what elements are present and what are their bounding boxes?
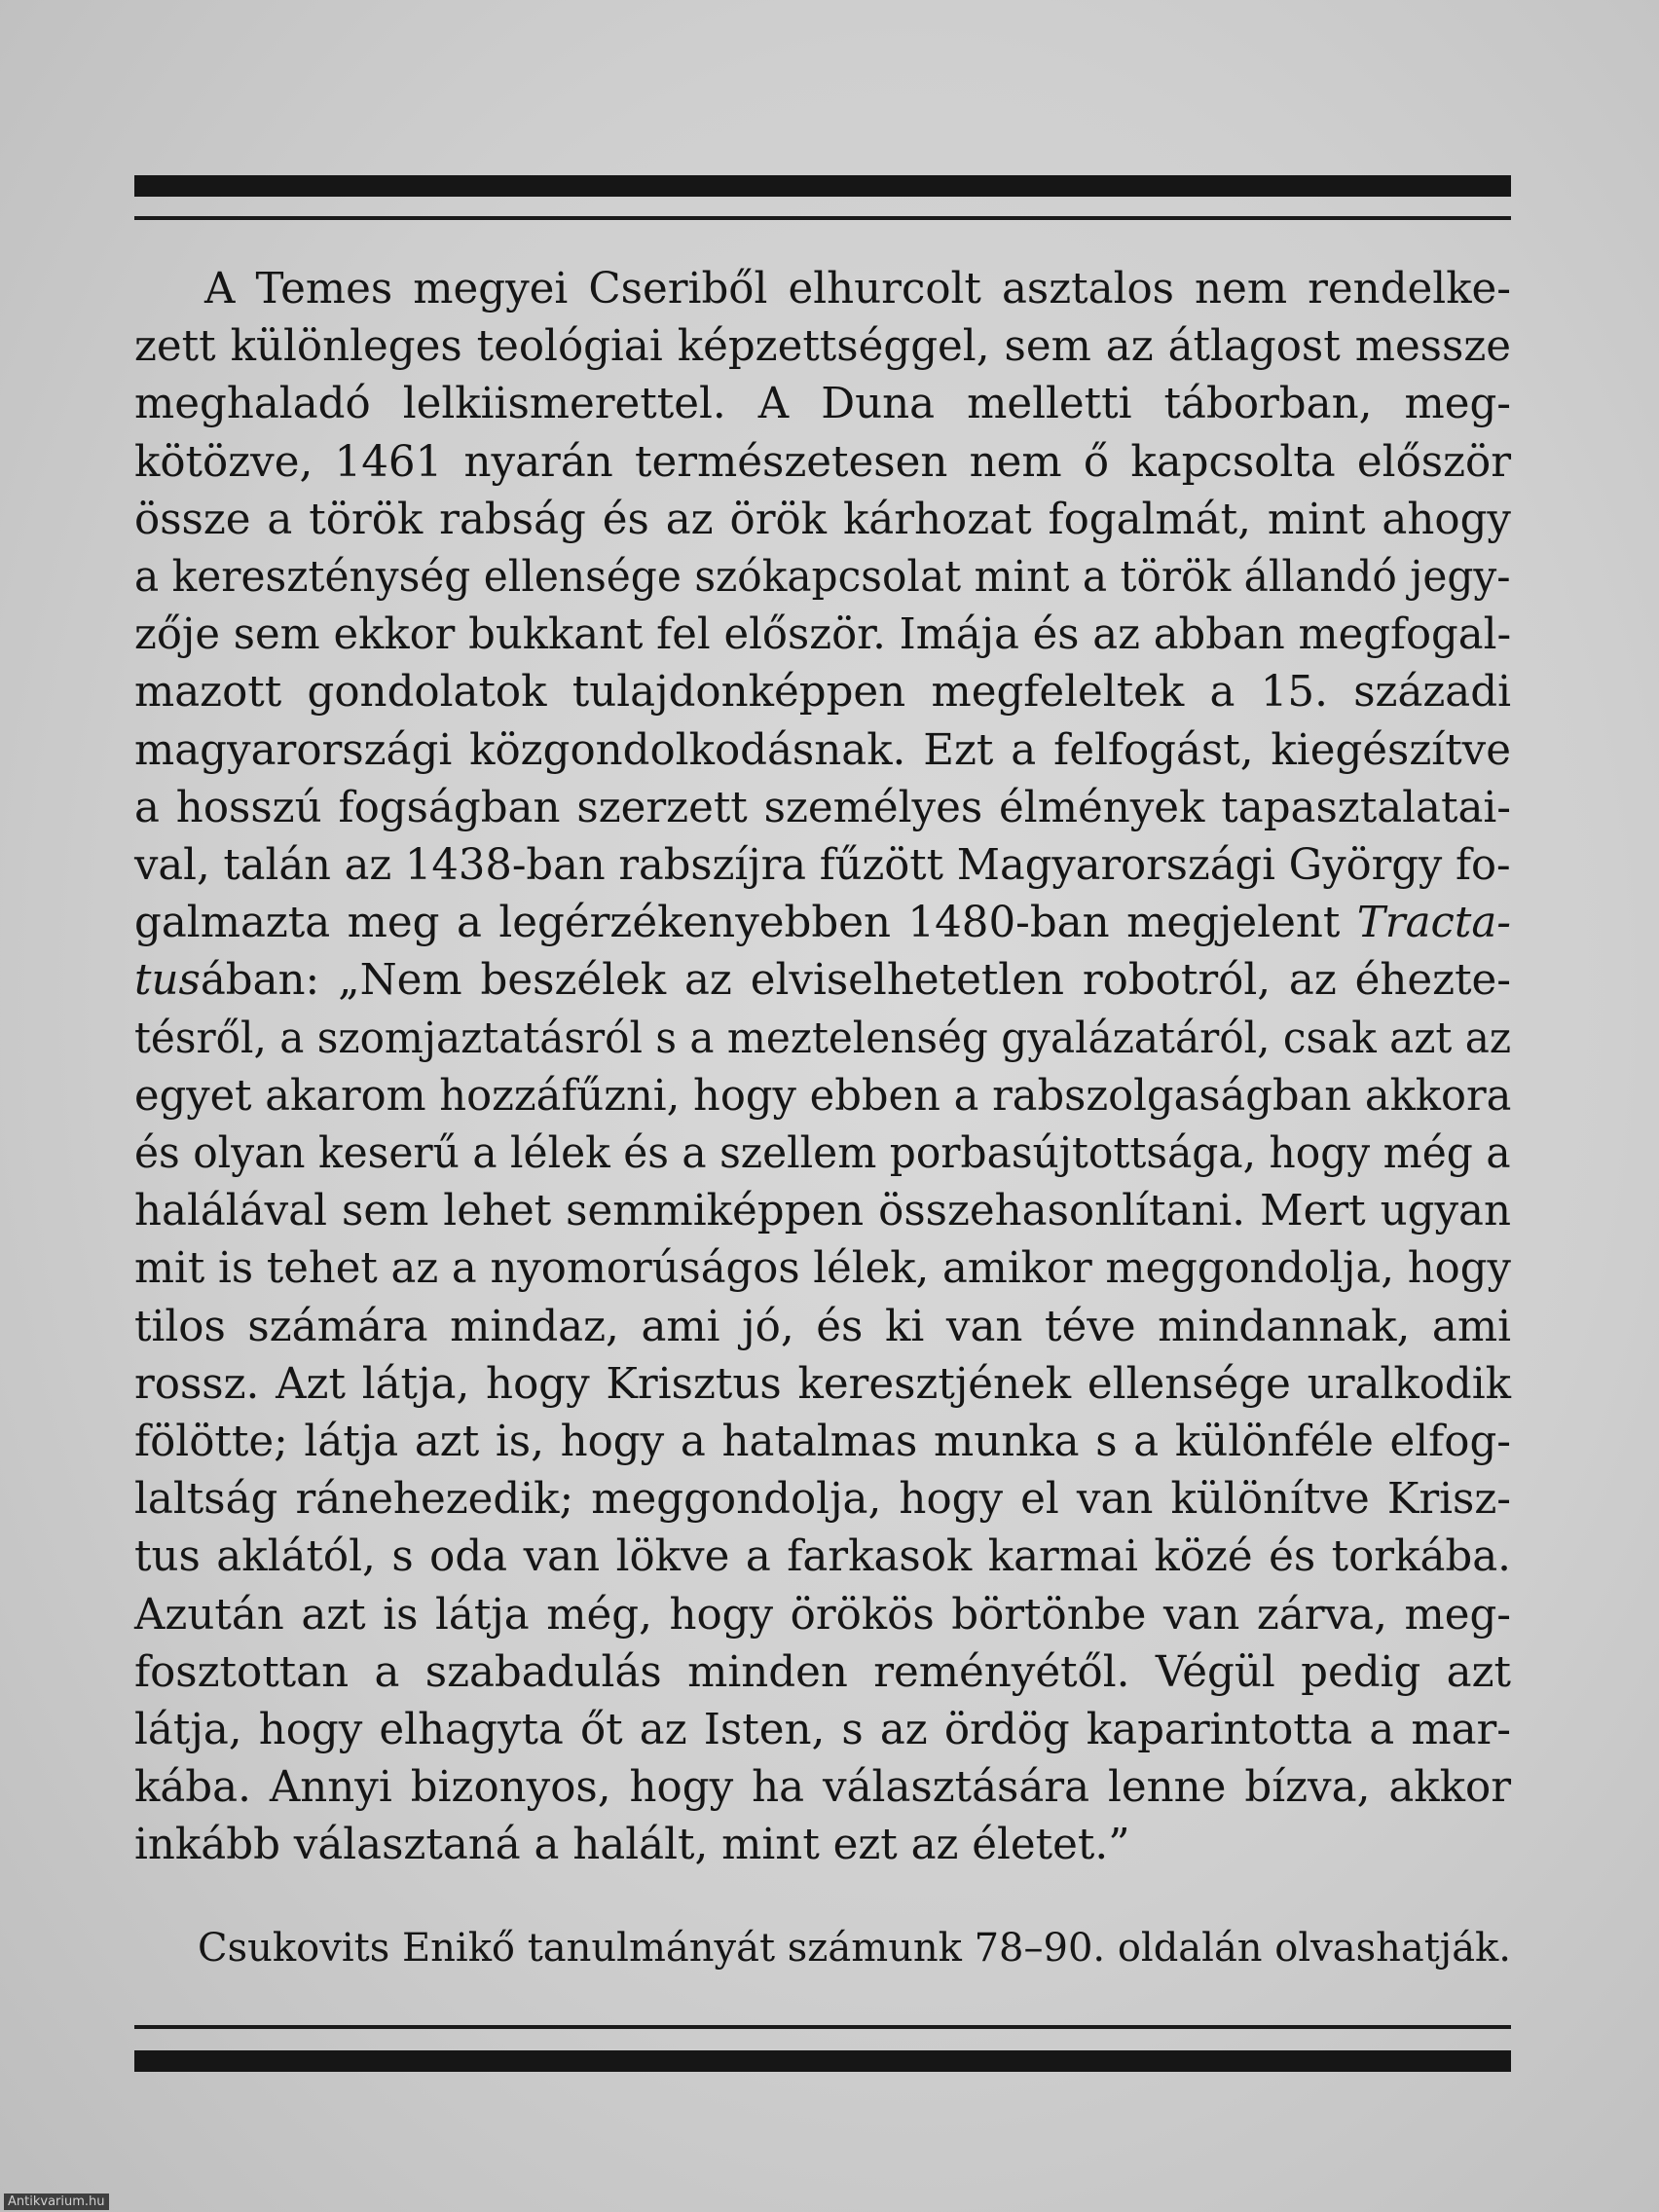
text-line: fölötte; látja azt is, hogy a hatalmas munka s a különféle elfog- [134, 1418, 1511, 1467]
text-line: a kereszténység ellensége szókapcsolat mint a török állandó jegy- [134, 553, 1511, 603]
italic-title-part1: Tracta- [1356, 899, 1511, 948]
text-line: mit is tehet az a nyomorúságos lélek, amikor meggondolja, hogy [134, 1244, 1511, 1294]
text-line: magyarországi közgondolkodásnak. Ezt a felfogást, kiegészítve [134, 725, 1511, 775]
text-line: A Temes megyei Cseriből elhurcolt asztalos nem rendelke- [204, 265, 1511, 313]
text-line: fosztottan a szabadulás minden reményétől. Végül pedig azt [134, 1647, 1511, 1697]
text-line: inkább választaná a halált, mint ezt az életet.” [134, 1821, 1130, 1870]
italic-title-part2: tus [134, 956, 201, 1006]
text-line: rossz. Azt látja, hogy Krisztus keresztjének ellensége uralkodik [134, 1359, 1511, 1409]
text-fragment: ában: „Nem beszélek az elviselhetetlen robotról, az éhezte- [200, 956, 1511, 1006]
bottom-thin-rule [134, 2025, 1511, 2029]
reference-caption: Csukovits Enikő tanulmányát számunk 78–90. oldalán olvashatják. [198, 1926, 1511, 1971]
text-fragment: galmazta meg a legérzékenyebben 1480-ban megjelent [134, 899, 1357, 948]
article-page [134, 171, 1511, 2080]
text-line: és olyan keserű a lélek és a szellem porbasújtottsága, hogy még a [134, 1129, 1511, 1179]
text-line: tilos számára mindaz, ami jó, és ki van téve mindannak, ami [134, 1302, 1511, 1351]
text-line: Azután azt is látja még, hogy örökös börtönbe van zárva, meg- [134, 1590, 1511, 1640]
text-line: zett különleges teológiai képzettséggel, sem az átlagost messze [134, 322, 1511, 372]
text-line: zője sem ekkor bukkant fel először. Imája és az abban megfogal- [134, 610, 1512, 660]
text-line: meghaladó lelkiismerettel. A Duna melletti táborban, meg- [134, 380, 1511, 429]
text-line: halálával sem lehet semmiképpen összehasonlítani. Mert ugyan [134, 1187, 1511, 1236]
text-line: össze a török rabság és az örök kárhozat fogalmát, mint ahogy [134, 495, 1511, 544]
text-line: tésről, a szomjaztatásról s a meztelenség gyalázatáról, csak azt az [134, 1014, 1512, 1063]
text-line-with-italic-title [134, 895, 1511, 952]
bottom-thick-rule [134, 2050, 1511, 2072]
article-body [134, 261, 1511, 1875]
text-line: kötözve, 1461 nyarán természetesen nem ő kapcsolta először [134, 437, 1511, 487]
text-line: laltság ránehezedik; meggondolja, hogy el van különítve Krisz- [134, 1475, 1511, 1525]
top-thick-rule [134, 175, 1511, 197]
text-line: a hosszú fogságban szerzett személyes élmények tapasztalatai- [134, 783, 1511, 832]
text-line-with-italic-title [134, 952, 1511, 1010]
top-thin-rule [134, 216, 1511, 220]
watermark: Antikvarium.hu [4, 2194, 109, 2210]
text-line: tus aklától, s oda van lökve a farkasok karmai közé és torkába. [134, 1532, 1511, 1582]
text-line: kába. Annyi bizonyos, hogy ha választására lenne bízva, akkor [134, 1763, 1511, 1813]
text-line: egyet akarom hozzáfűzni, hogy ebben a rabszolgaságban akkora [134, 1071, 1512, 1121]
text-line: val, talán az 1438-ban rabszíjra fűzött Magyarországi György fo- [134, 841, 1511, 891]
text-line: látja, hogy elhagyta őt az Isten, s az ördög kaparintotta a mar- [134, 1706, 1511, 1755]
text-line: mazott gondolatok tulajdonképpen megfeleltek a 15. századi [134, 668, 1511, 718]
